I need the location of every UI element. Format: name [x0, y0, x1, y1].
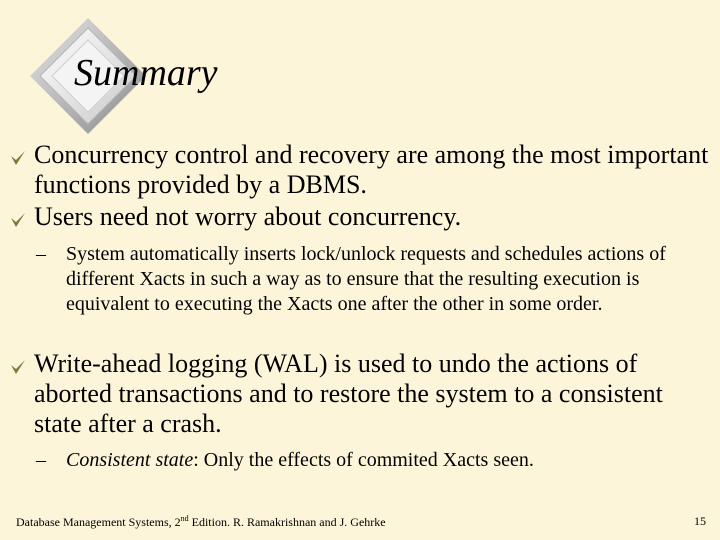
bullet-text: Concurrency control and recovery are among the most important functions provided by a DBMS. — [34, 140, 709, 199]
dash-marker: – — [36, 243, 46, 265]
bullet-item — [10, 202, 710, 232]
page-number: 15 — [694, 514, 706, 528]
footer-text-rest: Edition. R. Ramakrishnan and J. Gehrke — [188, 515, 386, 529]
bullet-text: Users need not worry about concurrency. — [34, 202, 462, 231]
bullet-item — [10, 349, 710, 439]
dash-marker: – — [36, 449, 46, 471]
bullet-text: Write-ahead logging (WAL) is used to undo the actions of aborted transactions and to restore the system to a consistent state after a crash. — [34, 349, 663, 438]
emphasis-term: Consistent state — [66, 449, 194, 471]
sub-bullet-text: System automatically inserts lock/unlock requests and schedules actions of different Xacts in such a way as to ensure that the resulting execution is equivalent to executing the Xacts one after the other in some order. — [66, 243, 666, 315]
sub-bullet-item — [36, 242, 696, 317]
sub-bullet-rest: : Only the effects of commited Xacts seen. — [193, 449, 534, 471]
checkmark-bullet-icon — [10, 212, 26, 228]
footer-superscript: nd — [180, 514, 189, 523]
sub-bullet-text — [66, 448, 696, 473]
checkmark-bullet-icon — [10, 150, 26, 166]
sub-bullet-item — [36, 448, 696, 473]
bullet-item — [10, 140, 710, 200]
footer-citation — [16, 514, 386, 530]
footer-text: Database Management Systems, 2 — [16, 515, 181, 529]
checkmark-bullet-icon — [10, 359, 26, 375]
slide-title: Summary — [74, 52, 218, 94]
